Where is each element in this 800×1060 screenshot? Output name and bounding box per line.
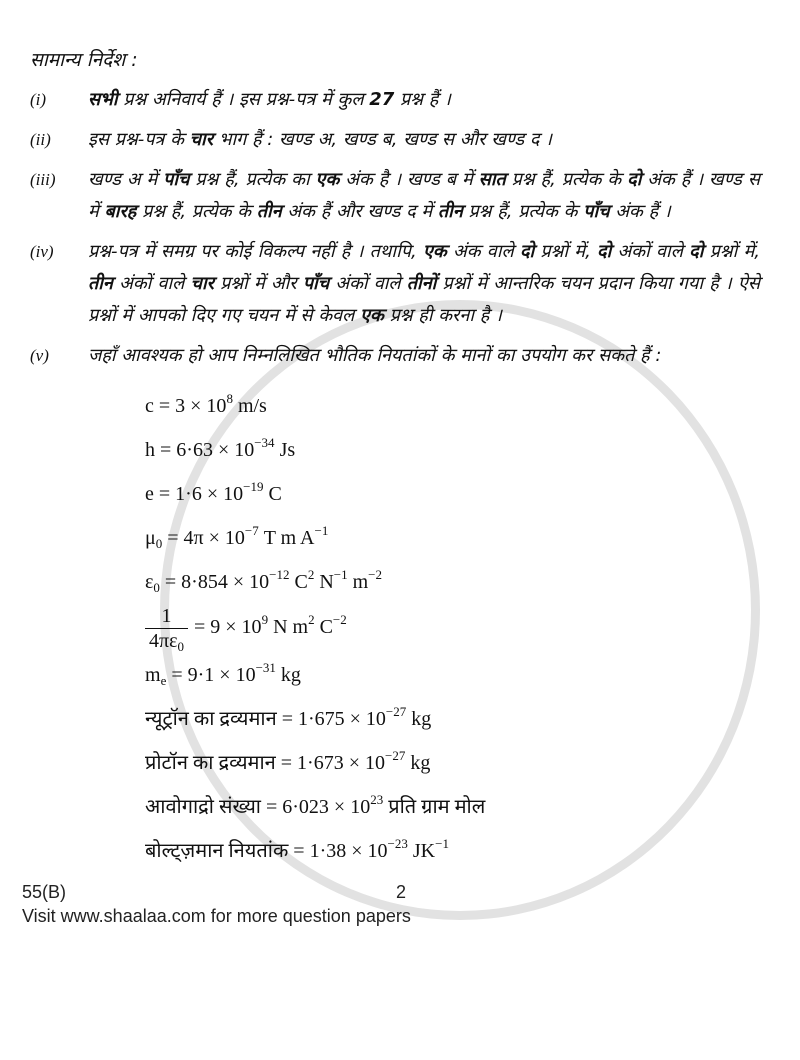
formula-part: N m [268, 616, 309, 639]
formula-part: ε [145, 571, 154, 593]
formula-part: T m A [258, 527, 315, 549]
text: प्रश्न हैं, प्रत्येक के [505, 169, 628, 190]
item-number: (ii) [30, 130, 51, 149]
text: प्रश्नों में, [703, 241, 761, 262]
page-number: 2 [396, 882, 407, 902]
text: अंकों वाले [112, 273, 191, 294]
text: प्रश्न ही करना है । [383, 305, 502, 326]
formula-part: 8 [226, 391, 233, 406]
bold-text: एक [422, 241, 447, 262]
instruction-item [30, 236, 760, 332]
formula-part: −31 [255, 660, 276, 675]
text: अंक हैं । [609, 201, 671, 222]
constant-formula [145, 741, 760, 785]
bold-text: दो [627, 169, 642, 190]
constants-list [30, 384, 760, 873]
formula-part: बोल्ट्ज़मान नियतांक = 1·38 × 10 [145, 840, 388, 862]
bold-text: 27 [369, 89, 395, 110]
bold-text: तीनों [406, 273, 437, 294]
text: प्रश्न हैं, प्रत्येक के [462, 201, 584, 222]
formula-part: −7 [244, 523, 259, 538]
bold-text: बारह [104, 201, 137, 222]
bold-text: दो [519, 241, 535, 262]
formula-part: kg [406, 708, 432, 730]
item-text [88, 340, 760, 372]
formula-part: 23 [370, 792, 384, 807]
denominator [145, 629, 188, 653]
item-number: (i) [30, 90, 47, 109]
text: अंक हैं । खण्ड स में [88, 169, 760, 222]
item-text [88, 124, 760, 156]
bold-text: चार [189, 129, 214, 150]
footer-row [22, 881, 760, 905]
constant-formula [145, 560, 760, 604]
bold-text: दो [597, 241, 612, 262]
formula-part: आवोगाद्रो संख्या = 6·023 × 10 [145, 796, 371, 818]
text: प्रश्न हैं, प्रत्येक का [189, 169, 316, 190]
formula-part: 2 [308, 612, 315, 628]
text: प्रश्न-पत्र में समग्र पर कोई विकल्प नहीं है । तथापि, [88, 241, 423, 262]
text: अंक वाले [446, 241, 520, 262]
instruction-item [30, 164, 760, 228]
formula-part: m [145, 664, 161, 686]
item-number: (v) [30, 346, 49, 365]
constant-formula [145, 516, 760, 560]
text: अंक है । खण्ड ब में [339, 169, 479, 190]
bold-text: पाँच [583, 201, 610, 222]
formula-part: N [314, 571, 334, 593]
formula-part: 0 [177, 639, 184, 654]
text: प्रश्नों में आन्तरिक चयन प्रदान किया गया है । ऐसे प्रश्नों में आपको दिए गए चयन में से केवल [88, 273, 761, 326]
formula-part: C [289, 571, 308, 593]
item-number: (iii) [30, 170, 56, 189]
bold-text: दो [689, 241, 704, 262]
constant-formula [145, 604, 760, 653]
formula-part: −12 [269, 567, 290, 582]
text: अंक हैं और खण्ड द में [281, 201, 438, 222]
item-number: (iv) [30, 242, 54, 261]
formula-part: Js [274, 439, 296, 461]
formula-part: −1 [333, 567, 348, 582]
formula-part: −19 [243, 479, 264, 494]
text: जहाँ आवश्यक हो आप निम्नलिखित भौतिक नियतांकों के मानों का उपयोग कर सकते हैं : [88, 345, 662, 366]
instruction-item [30, 124, 760, 156]
instruction-item [30, 84, 760, 116]
formula-part: = 9 × 10 [194, 616, 262, 639]
text: इस प्रश्न-पत्र के [88, 129, 190, 150]
formula-part: 1 [145, 604, 188, 629]
formula-part: −27 [384, 748, 406, 763]
text: अंकों वाले [329, 273, 407, 294]
bold-text: पाँच [302, 273, 330, 294]
text: प्रश्नों में और [214, 273, 303, 294]
formula-part: 0 [153, 580, 160, 595]
visit-link[interactable]: Visit www.shaalaa.com for more question papers [22, 906, 411, 926]
formula-part: e = 1·6 × 10 [145, 483, 244, 505]
formula-part: = 8·854 × 10 [159, 571, 270, 593]
instructions-heading: सामान्य निर्देश : [30, 49, 138, 71]
bold-text: तीन [88, 273, 113, 294]
bold-text: चार [190, 273, 214, 294]
text: अंकों वाले [611, 241, 690, 262]
text: प्रश्न हैं, प्रत्येक के [136, 201, 257, 222]
item-text [88, 236, 760, 332]
item-text [88, 84, 760, 116]
formula-part: −2 [368, 567, 383, 582]
formula-part: 4πε [149, 630, 178, 652]
bold-text: तीन [256, 201, 282, 222]
bold-text: एक [315, 169, 340, 190]
constant-formula [145, 384, 760, 428]
text: प्रश्न हैं । [394, 89, 451, 110]
bold-text: सात [478, 169, 506, 190]
constant-formula [145, 697, 760, 741]
formula-part: kg [275, 664, 301, 686]
formula-part: kg [405, 752, 431, 774]
formula-part: प्रति ग्राम मोल [383, 796, 486, 818]
instruction-item [30, 340, 760, 372]
formula-part: −1 [314, 523, 329, 538]
formula-part: m/s [232, 395, 267, 417]
formula-part: m [347, 571, 369, 593]
bold-text: सभी [88, 89, 118, 110]
formula-part: 0 [155, 536, 163, 551]
formula-part: = 4π × 10 [162, 527, 245, 549]
formula-part: 2 [307, 567, 315, 582]
paper-code: 55(B) [22, 882, 67, 902]
constant-formula [145, 829, 760, 873]
text: भाग हैं : खण्ड अ, खण्ड ब, खण्ड स और खण्ड द । [213, 129, 552, 150]
formula-part: h = 6·63 × 10 [145, 439, 255, 461]
formula-part: −27 [385, 704, 407, 719]
formula-part: 9 [261, 612, 269, 628]
text: खण्ड अ में [88, 169, 164, 190]
formula-part: C [314, 616, 333, 639]
formula-part: μ [145, 527, 156, 549]
formula-part: प्रोटॉन का द्रव्यमान = 1·673 × 10 [145, 752, 385, 774]
constant-formula [145, 785, 760, 829]
instructions-list [30, 84, 760, 372]
formula-part: न्यूट्रॉन का द्रव्यमान = 1·675 × 10 [145, 708, 386, 730]
bold-text: पाँच [163, 169, 190, 190]
formula-part: −2 [332, 612, 347, 628]
formula-part: c = 3 × 10 [145, 395, 227, 417]
formula-part: e [160, 673, 167, 688]
constant-formula [145, 428, 760, 472]
formula-part: JK [407, 840, 436, 862]
fraction [145, 604, 188, 653]
formula-part: = 9·1 × 10 [166, 664, 256, 686]
text: प्रश्नों में, [534, 241, 598, 262]
formula-part: −23 [387, 836, 408, 851]
constant-formula [145, 472, 760, 516]
text: प्रश्न अनिवार्य हैं । इस प्रश्न-पत्र में कुल [117, 89, 370, 110]
formula-part: C [263, 483, 282, 505]
bold-text: तीन [437, 201, 463, 222]
bold-text: एक [360, 305, 384, 326]
formula-part: −34 [254, 435, 275, 450]
constant-formula [145, 653, 760, 697]
item-text [88, 164, 760, 228]
formula-part: −1 [435, 836, 449, 851]
